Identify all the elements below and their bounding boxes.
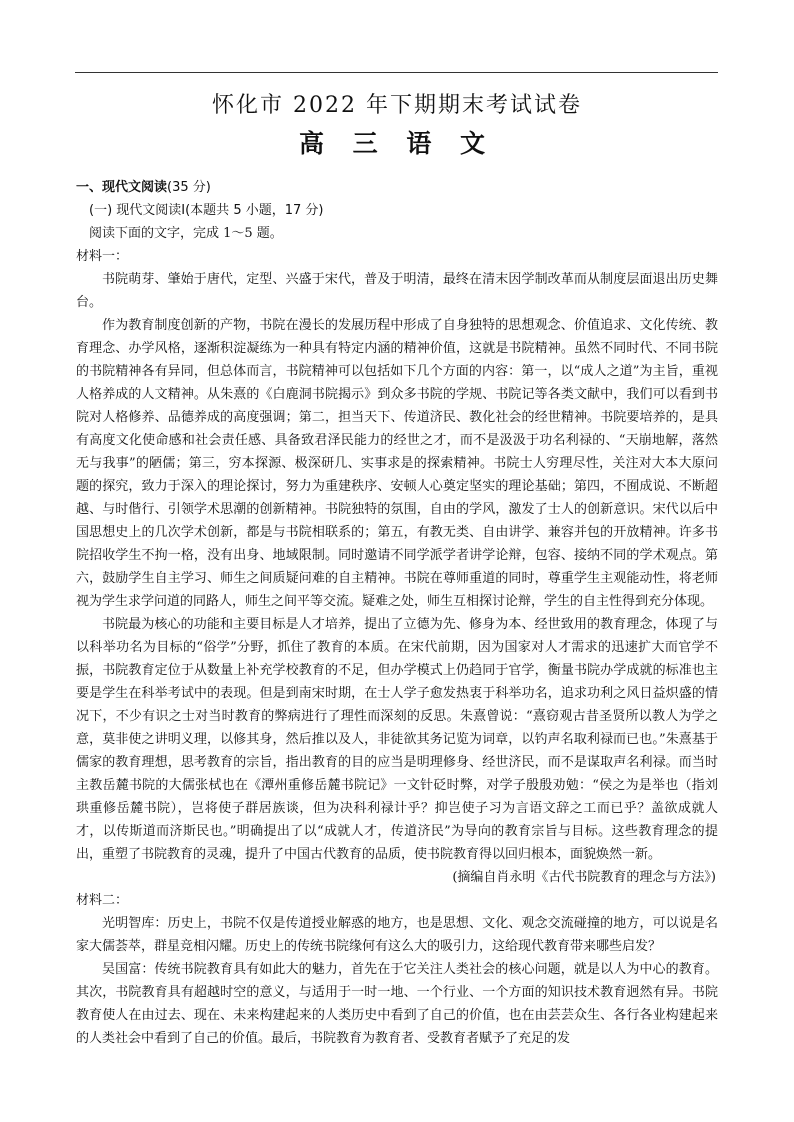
section-heading-text: 一、现代文阅读 xyxy=(76,180,168,195)
material-one-label: 材料一： xyxy=(76,249,129,264)
material-one-paragraph-3: 书院最为核心的功能和主要目标是人才培养，提出了立德为先、修身为本、经世致用的教育理念，体现了与以科举功名为目标的“俗学”分野，抓住了教育的本质。在宋代前期，因为国家对人才需求的迅速扩大而官学不振，书院教育定位于从数量上补充学校教育的不足，但办学模式上仍趋同于官学，衡量书院办学成就的标准也主要是学生在科举考试中的表现。但是到南宋时期，在士人学子愈发热衷于科举功名，追求功利之风日益炽盛的情况下，不少有识之士对当时教育的弊病进行了理性而深刻的反思。朱熹曾说：“熹窃观古昔圣贤所以教人为学之意，莫非使之讲明义理，以修其身，然后推以及人，非徒欲其务记览为词章，以钓声名取利禄而已也。”朱熹基于儒家的教育理想，思考教育的宗旨，指出教育的目的应当是明理修身、经世济民，而不是谋取声名利禄。而当时主教岳麓书院的大儒张栻也在《潭州重修岳麓书院记》一文针砭时弊，对学子殷殷劝勉：“侯之为是举也（指刘珙重修岳麓书院），岂将使子群居族谈，但为决科利禄计乎？抑岂使子习为言语文辞之工而已乎？盖欲成就人才，以传斯道而济斯民也。”明确提出了以“成就人才，传道济民”为导向的教育宗旨与目标。这些教育理念的提出，重塑了书院教育的灵魂，提升了中国古代教育的品质，使书院教育得以回归根本，面貌焕然一新。 xyxy=(76,617,718,862)
material-two-paragraph-2: 吴国富：传统书院教育具有如此大的魅力，首先在于它关注人类社会的核心问题，就是以人为中心的教育。其次，书院教育具有超越时空的意义，与适用于一时一地、一个行业、一个方面的知识技术教育迥然有异。书院教育使人在由过去、现在、未来构建起来的人类历史中看到了自己的价值，也在由芸芸众生、各行各业构建起来的人类社会中看到了自己的价值。最后，书院教育为教育者、受教育者赋予了充足的发 xyxy=(76,962,718,1046)
material-one-paragraph-1: 书院萌芽、肇始于唐代，定型、兴盛于宋代，普及于明清，最终在清末因学制改革而从制度层面退出历史舞台。 xyxy=(76,272,718,310)
material-one-source: (摘编自肖永明《古代书院教育的理念与方法》) xyxy=(452,870,716,885)
material-two-label: 材料二： xyxy=(76,893,129,908)
material-one-paragraph-2: 作为教育制度创新的产物，书院在漫长的发展历程中形成了自身独特的思想观念、价值追求、文化传统、教育理念、办学风格，逐渐积淀凝练为一种具有特定内涵的精神价值，这就是书院精神。虽然不同时代、不同书院的书院精神各有异同，但总体而言，书院精神可以包括如下几个方面的内容：第一，以“成人之道”为主旨，重视人格养成的人文精神。从朱熹的《白鹿洞书院揭示》到众多书院的学规、书院记等各类文献中，我们可以看到书院对人格修养、品德养成的高度强调；第二，担当天下、传道济民、教化社会的经世精神。书院要培养的，是具有高度文化使命感和社会责任感、具备致君泽民能力的经世之才，而不是汲汲于功名利禄的、“天崩地解，落然无与我事”的陋儒；第三，穷本探源、极深研几、实事求是的探索精神。书院士人穷理尽性，关注对大本大原问题的探究，致力于深入的理论探讨，努力为重建秩序、安顿人心奠定坚实的理论基础；第四，不囿成说、不断超越、与时偕行、引领学术思潮的创新精神。书院独特的氛围，自由的学风，激发了士人的创新意识。宋代以后中国思想史上的几次学术创新，都是与书院相联系的；第五，有教无类、自由讲学、兼容并包的开放精神。许多书院招收学生不拘一格，没有出身、地域限制。同时邀请不同学派学者讲学论辩，包容、接纳不同的学术观点。第六，鼓励学生自主学习、师生之间质疑问难的自主精神。书院在尊师重道的同时，尊重学生主观能动性，将老师视为学生求学问道的同路人，师生之间平等交流。疑难之处，师生互相探讨论辩，学生的自主性得到充分体现。 xyxy=(76,318,718,609)
sub-section-heading: (一) 现代文阅读Ⅰ(本题共 5 小题，17 分) xyxy=(89,203,324,218)
top-rule xyxy=(75,72,718,73)
exam-content xyxy=(76,176,718,1050)
instruction-text: 阅读下面的文字，完成 1～5 题。 xyxy=(89,226,283,241)
exam-subject: 高 三 语 文 xyxy=(298,129,496,158)
material-two-paragraph-1: 光明智库：历史上，书院不仅是传道授业解惑的地方，也是思想、文化、观念交流碰撞的地方，可以说是名家大儒荟萃，群星竞相闪耀。历史上的传统书院缘何有这么大的吸引力，这给现代教育带来哪些启发？ xyxy=(76,916,718,954)
section-heading xyxy=(76,176,718,199)
exam-title: 怀化市 2022 年下期期末考试试卷 xyxy=(212,93,582,118)
section-score: (35 分) xyxy=(167,180,211,195)
